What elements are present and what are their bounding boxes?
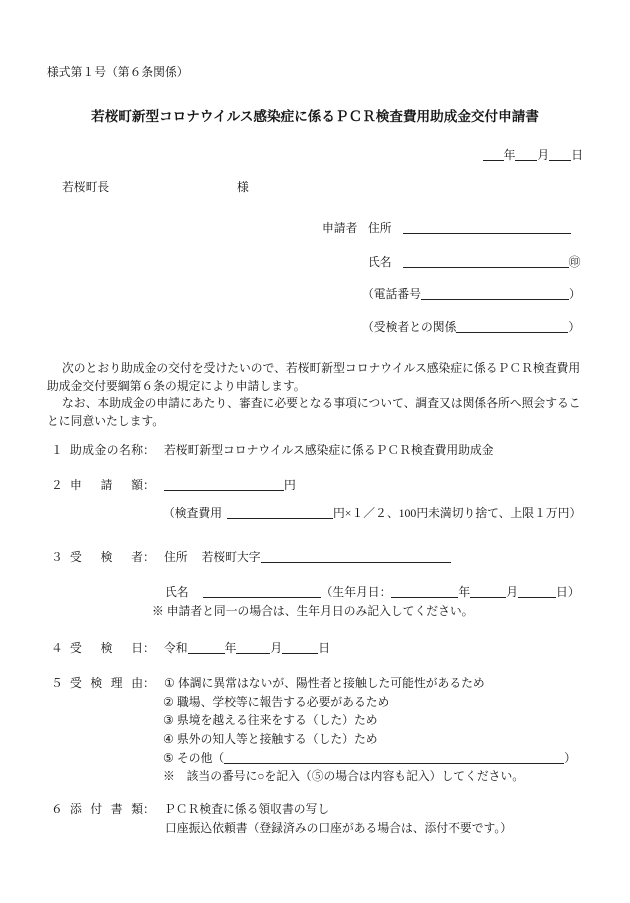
application-amount-unit: 円	[284, 478, 296, 492]
applicant-label: 申請者	[322, 221, 358, 235]
date-year-blank	[483, 149, 504, 161]
applicant-relation-blank	[456, 321, 568, 333]
birth-year-blank	[391, 586, 458, 598]
item-label: 申請額	[70, 478, 143, 492]
item-number: ５	[51, 676, 63, 690]
inspection-cost-note	[163, 506, 581, 520]
date-month-blank	[515, 149, 537, 161]
examinee-name-label: 氏名	[165, 585, 189, 599]
item-3-row	[51, 550, 451, 564]
subsidy-name-value: 若桜町新型コロナウイルス感染症に係るＰＣＲ検査費用助成金	[164, 443, 494, 457]
item-4-row	[51, 641, 330, 655]
reason-text: 県境を越える往来をする（した）ため	[177, 713, 378, 727]
item-number: ６	[51, 802, 63, 816]
reason-text: 体調に異常はないが、陽性者と接触した可能性があるため	[178, 676, 485, 690]
exam-month-blank	[236, 642, 270, 654]
other-reason-blank	[224, 752, 564, 764]
reason-mark: ④	[163, 732, 174, 746]
reason-2	[163, 695, 389, 709]
item-label: 受検日	[70, 641, 143, 655]
item-number: １	[51, 443, 63, 457]
exam-year-blank	[188, 642, 225, 654]
birth-year-unit: 年	[458, 585, 471, 599]
other-reason-close: ）	[564, 751, 577, 765]
reason-3	[163, 713, 378, 727]
reason-mark: ②	[163, 695, 174, 709]
applicant-address-blank	[403, 222, 571, 234]
date-month-unit: 月	[537, 148, 550, 162]
examinee-address-prefix: 若桜町大字	[201, 550, 261, 564]
statement-paragraph-1-line-1: 次のとおり助成金の交付を受けたいので、若桜町新型コロナウイルス感染症に係るＰＣＲ検査費用	[62, 361, 581, 375]
exam-day-unit: 日	[318, 641, 331, 655]
inspection-cost-label: （検査費用	[163, 506, 222, 520]
item-number: ３	[51, 550, 63, 564]
addressee-name: 若桜町長	[62, 180, 110, 194]
exam-month-unit: 月	[270, 641, 283, 655]
date-year-unit: 年	[503, 148, 516, 162]
item-1-row	[51, 443, 494, 457]
birth-day-blank	[518, 586, 556, 598]
item-number: ２	[51, 478, 63, 492]
exam-date-era: 令和	[164, 641, 188, 655]
item-colon: ：	[143, 478, 155, 492]
statement-paragraph-2-line-1: なお、本助成金の申請にあたり、審査に必要となる事項について、調査又は関係各所へ照会するこ	[62, 396, 581, 410]
applicant-phone-close: ）	[569, 287, 581, 301]
reason-note: ※ 該当の番号に○を記入（⑤の場合は内容も記入）してください。	[163, 769, 525, 783]
item-colon: ：	[143, 676, 155, 690]
birth-day-unit: 日	[556, 585, 568, 599]
birthdate-close: ）	[567, 585, 580, 599]
attachment-item: ＰＣＲ検査に係る領収書の写し	[164, 802, 330, 816]
application-amount-blank	[164, 479, 284, 491]
statement-paragraph-2-line-2: とに同意いたします。	[47, 414, 165, 428]
birth-month-blank	[470, 586, 506, 598]
applicant-address-label: 住所	[368, 221, 392, 235]
item-label: 受検者	[70, 550, 143, 564]
examinee-address-blank	[261, 551, 451, 563]
item-colon: ：	[143, 802, 155, 816]
reason-text: その他（	[177, 751, 225, 765]
date-line	[483, 148, 583, 162]
item-6-row	[51, 802, 329, 816]
reason-4	[163, 732, 378, 746]
item-label: 添付書類	[70, 802, 143, 816]
applicant-name-blank	[403, 256, 569, 268]
applicant-phone-blank	[421, 288, 569, 300]
reason-mark: ①	[164, 676, 175, 690]
exam-day-blank	[282, 642, 318, 654]
seal-mark: ㊞	[568, 255, 581, 269]
examinee-name-line	[165, 585, 580, 599]
applicant-name-label: 氏名	[368, 255, 392, 269]
reason-mark: ⑤	[163, 751, 174, 765]
applicant-phone-line	[362, 287, 581, 301]
applicant-address-line	[368, 221, 571, 235]
item-5-row	[51, 676, 485, 690]
attachment-item: 口座振込依頼書（登録済みの口座がある場合は、添付不要です。）	[165, 821, 513, 835]
applicant-relation-line	[362, 320, 580, 334]
reason-mark: ③	[163, 713, 174, 727]
examinee-address-label: 住所	[164, 550, 188, 564]
item-colon: ：	[143, 443, 155, 457]
reason-text: 職場、学校等に報告する必要があるため	[177, 695, 390, 709]
addressee-honorific: 様	[237, 180, 249, 194]
item-label: 受検理由	[70, 676, 143, 690]
statement-paragraph-1-line-2: 助成金交付要綱第６条の規定により申請します。	[47, 379, 306, 393]
item-number: ４	[51, 641, 63, 655]
date-day-unit: 日	[571, 148, 583, 162]
inspection-cost-rule: 円×１／２、100円未満切り捨て、上限１万円）	[333, 506, 582, 520]
birth-month-unit: 月	[506, 585, 519, 599]
form-title: 若桜町新型コロナウイルス感染症に係るＰＣＲ検査費用助成金交付申請書	[91, 109, 539, 124]
date-day-blank	[549, 149, 571, 161]
applicant-relation-label: （受検者との関係	[362, 320, 457, 334]
inspection-cost-blank	[227, 507, 333, 519]
reason-5-other	[163, 751, 576, 765]
item-colon: ：	[143, 641, 155, 655]
item-colon: ：	[143, 550, 155, 564]
applicant-relation-close: ）	[568, 320, 581, 334]
reason-text: 県外の知人等と接触する（した）ため	[177, 732, 378, 746]
birthdate-label: （生年月日：	[320, 585, 392, 599]
item-label: 助成金の名称	[70, 443, 143, 457]
exam-year-unit: 年	[224, 641, 237, 655]
examinee-note: ※ 申請者と同一の場合は、生年月日のみ記入してください。	[152, 604, 474, 618]
item-2-row	[51, 478, 296, 492]
form-number: 様式第１号（第６条関係）	[47, 65, 189, 79]
applicant-name-line	[368, 255, 580, 269]
examinee-name-blank	[203, 586, 321, 598]
applicant-phone-label: （電話番号	[362, 287, 421, 301]
